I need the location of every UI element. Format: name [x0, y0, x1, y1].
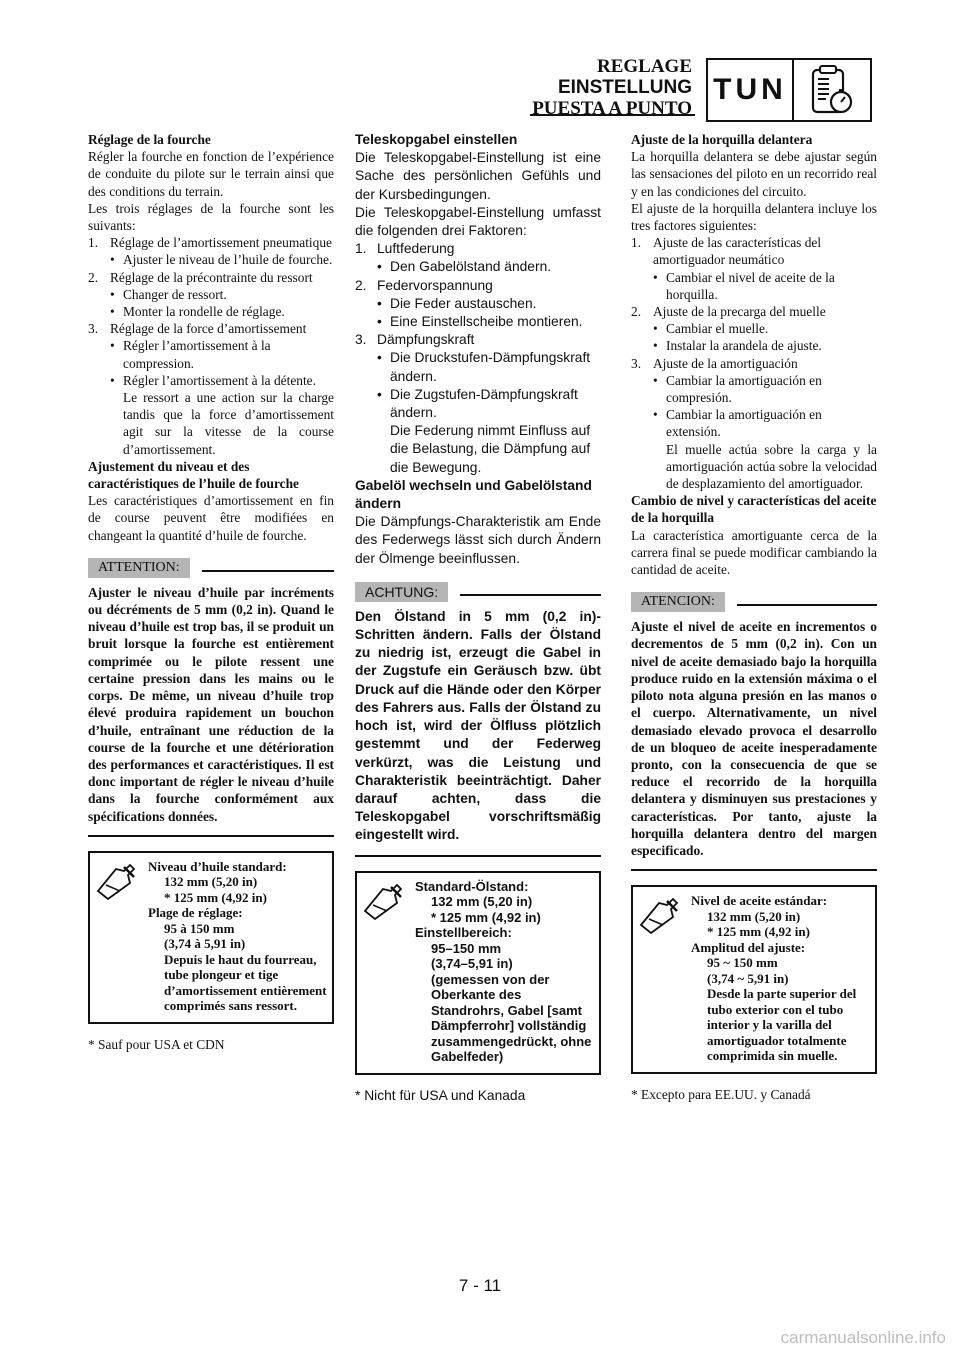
- warning-rule: [202, 570, 334, 572]
- section-tab: [706, 58, 872, 122]
- footnote: * Nicht für USA und Kanada: [355, 1087, 526, 1103]
- list-item: 3. Ajuste de la amortiguación: [631, 355, 798, 371]
- column-german: [355, 131, 601, 1105]
- list-item: • Den Gabelölstand ändern.: [377, 259, 552, 275]
- footnote: * Excepto para EE.UU. y Canadá: [631, 1086, 811, 1102]
- column-french: [88, 131, 334, 1053]
- list-item: • Cambiar el nivel de aceite de la horquilla.: [653, 269, 835, 302]
- list-item: • Die Zugstufen-Dämpfungskraft ändern.: [377, 386, 578, 421]
- spec-box: [631, 885, 877, 1074]
- heading-oil-level: Ajustement du niveau et des caractéristiques de l’huile de fourche: [88, 458, 299, 492]
- list-item: • Cambiar la amortiguación en compresión.: [653, 372, 822, 406]
- heading-oil-level: Gabelöl wechseln und Gabelölstand ändern: [355, 477, 592, 512]
- warning-rule: [737, 604, 877, 606]
- heading-fork-adjust: Teleskopgabel einstellen: [355, 132, 518, 147]
- spec-text: Niveau d’huile standard: 132 mm (5,20 in) * 125 mm (4,92 in) Plage de réglage: 95 à 150 mm (3,74 à 5,91 in) Depuis le haut du fourreau, tube plongeur et tige d’amortissement entièrement comprimés sans ressort.: [148, 858, 327, 1014]
- note-text: Le ressort a une action sur la charge tandis que la force d’amortissement agit sur la vitesse de la course d’amortissement.: [123, 390, 334, 457]
- footnote: * Sauf pour USA et CDN: [88, 1036, 225, 1052]
- list-item: • Régler l’amortissement à la détente.: [110, 372, 316, 388]
- warning-label: ATENCION:: [631, 592, 725, 612]
- paragraph: Les caractéristiques d’amortissement en fin de course peuvent être modifiées en changeant la quantité d’huile de fourche.: [88, 493, 334, 543]
- spec-text: Standard-Ölstand: 132 mm (5,20 in) * 125 mm (4,92 in) Einstellbereich: 95–150 mm (3,74–5,91 in) (gemessen von der Oberkante des Standrohrs, Gabel [samt Dämpferrohr] vollständig zusammengedrückt, ohne Gabelfeder): [415, 878, 592, 1065]
- warning-text: Ajuster le niveau d’huile par incréments ou décréments de 5 mm (0,2 in). Quand le niveau d’huile est trop bas, il se produit un bruit lorsque la fourche est entièrement comprimée ou le pilote ressent une certaine pression dans les mains ou le corps. De même, un niveau d’huile trop élevé produira rapidement un bouchon d’huile, entraînant une réduction de la course de la fourche et une détérioration des performances et caractéristiques. Il est donc important de régler le niveau d’huile dans la fourche conformément aux spécifications données.: [88, 584, 334, 824]
- list-item: • Cambiar el muelle.: [653, 321, 769, 337]
- warning-header: [631, 592, 877, 612]
- list-item: • Cambiar la amortiguación en extensión.: [653, 407, 822, 440]
- section-titles: [532, 56, 692, 119]
- paragraph: El ajuste de la horquilla delantera incluye los tres factores siguientes:: [631, 200, 877, 234]
- paragraph: Die Teleskopgabel-Einstellung umfasst die folgenden drei Faktoren:: [355, 204, 601, 239]
- spec-box: [88, 851, 334, 1024]
- paragraph: La horquilla delantera se debe ajustar según las sensaciones del piloto en un recorrido real y en las condiciones del circuito.: [631, 149, 877, 199]
- list-item: 1. Ajuste de las características del amortiguador neumático: [631, 235, 822, 268]
- list-item: • Die Feder austauschen.: [377, 295, 537, 311]
- warning-rule: [460, 594, 601, 596]
- note-text: Die Federung nimmt Einfluss auf die Belastung, die Dämpfung auf die Bewegung.: [390, 423, 591, 475]
- section-title-fr: REGLAGE: [596, 56, 692, 77]
- warning-end-rule: [88, 835, 334, 837]
- warning-end-rule: [355, 855, 601, 857]
- list-item: • Monter la rondelle de réglage.: [110, 304, 285, 320]
- column-spanish: [631, 131, 877, 1103]
- section-code: TUN: [708, 60, 794, 120]
- watermark: carmanualsonline.info: [780, 1328, 946, 1347]
- list-item: • Régler l’amortissement à la compression.: [110, 338, 271, 371]
- warning-label: ACHTUNG:: [355, 582, 448, 602]
- warning-end-rule: [631, 869, 877, 871]
- wrench-hand-icon: [357, 873, 413, 1073]
- paragraph: Die Teleskopgabel-Einstellung ist eine Sache des persönlichen Gefühls und der Kursbedingungen.: [355, 150, 601, 202]
- paragraph: Régler la fourche en fonction de l’expérience de conduite du pilote sur le terrain ainsi que des conditions du terrain.: [88, 149, 334, 199]
- list-item: 1. Luftfederung: [355, 241, 455, 257]
- list-item: • Ajuster le niveau de l’huile de fourche.: [110, 252, 333, 268]
- warning-text: Ajuste el nivel de aceite en incrementos o decrementos de 5 mm (0,2 in). Con un nivel de aceite demasiado bajo la horquilla produce ruido en la extensión máxima o el piloto nota alguna presión en las manos o el cuerpo. Alternativamente, un nivel demasiado elevado provoca el desarrollo de un bloqueo de aceite inesperadamente pronto, con la consecuencia de que se reduce el recorrido de la horquilla delantera y disminuyen sus prestaciones y características. Por tanto, ajuste la horquilla delantera dentro del margen especificado.: [631, 619, 877, 858]
- list-item: 1. Réglage de l’amortissement pneumatique: [88, 235, 332, 251]
- warning-text: Den Ölstand in 5 mm (0,2 in)-Schritten ändern. Falls der Ölstand zu niedrig ist, erzeugt die Gabel in der Zugstufe ein Geräusch bzw. übt Druck auf die Hände oder den Körper des Fahrers aus. Falls der Ölstand zu hoch ist, wird der Ölfluss plötzlich gestemmt und der Federweg verkürzt, was die Leistung und Charakteristik beeinträchtigt. Daher darauf achten, dass die Teleskopgabel vorschriftsmäßig eingestellt wird.: [355, 608, 601, 843]
- warning-label: ATTENTION:: [88, 558, 190, 578]
- section-title-es: PUESTA A PUNTO: [532, 98, 692, 119]
- list-item: 2. Federvorspannung: [355, 277, 493, 293]
- checklist-stopwatch-icon: [794, 60, 870, 120]
- heading-fork-adjust: Ajuste de la horquilla delantera: [631, 132, 813, 147]
- list-item: 2. Ajuste de la precarga del muelle: [631, 304, 826, 320]
- heading-oil-level: Cambio de nivel y características del aceite de la horquilla: [631, 493, 877, 526]
- wrench-hand-icon: [90, 853, 146, 1022]
- list-item: • Changer de ressort.: [110, 286, 227, 302]
- list-item: 2. Réglage de la précontrainte du ressort: [88, 269, 313, 285]
- warning-header: [355, 582, 601, 602]
- wrench-hand-icon: [633, 887, 689, 1072]
- paragraph: Les trois réglages de la fourche sont les suivants:: [88, 200, 334, 234]
- spec-box: [355, 871, 601, 1075]
- heading-fork-adjust: Réglage de la fourche: [88, 132, 211, 147]
- note-text: El muelle actúa sobre la carga y la amortiguación actúa sobre la velocidad de desplazamiento del amortiguador.: [666, 441, 877, 492]
- list-item: • Die Druckstufen-Dämpfungskraft ändern.: [377, 350, 591, 384]
- spec-text: Nivel de aceite estándar: 132 mm (5,20 in) * 125 mm (4,92 in) Amplitud del ajuste: 95 ~ 150 mm (3,74 ~ 5,91 in) Desde la parte superior del tubo exterior con el tubo interior y la varilla del amortiguador totalmente comprimida sin muelle.: [691, 893, 857, 1064]
- warning-header: [88, 558, 334, 578]
- section-title-de: EINSTELLUNG: [557, 77, 692, 98]
- page-number: 7 - 11: [458, 1276, 502, 1295]
- header-rule: [530, 114, 695, 116]
- list-item: 3. Dämpfungskraft: [355, 332, 475, 348]
- paragraph: La característica amortiguante cerca de la carrera final se puede modificar cambiando la cantidad de aceite.: [631, 527, 877, 578]
- list-item: • Eine Einstellscheibe montieren.: [377, 314, 583, 330]
- list-item: • Instalar la arandela de ajuste.: [653, 338, 822, 354]
- list-item: 3. Réglage de la force d’amortissement: [88, 321, 307, 337]
- paragraph: Die Dämpfungs-Charakteristik am Ende des Federwegs lässt sich durch Ändern der Ölmenge beeinflussen.: [355, 514, 601, 566]
